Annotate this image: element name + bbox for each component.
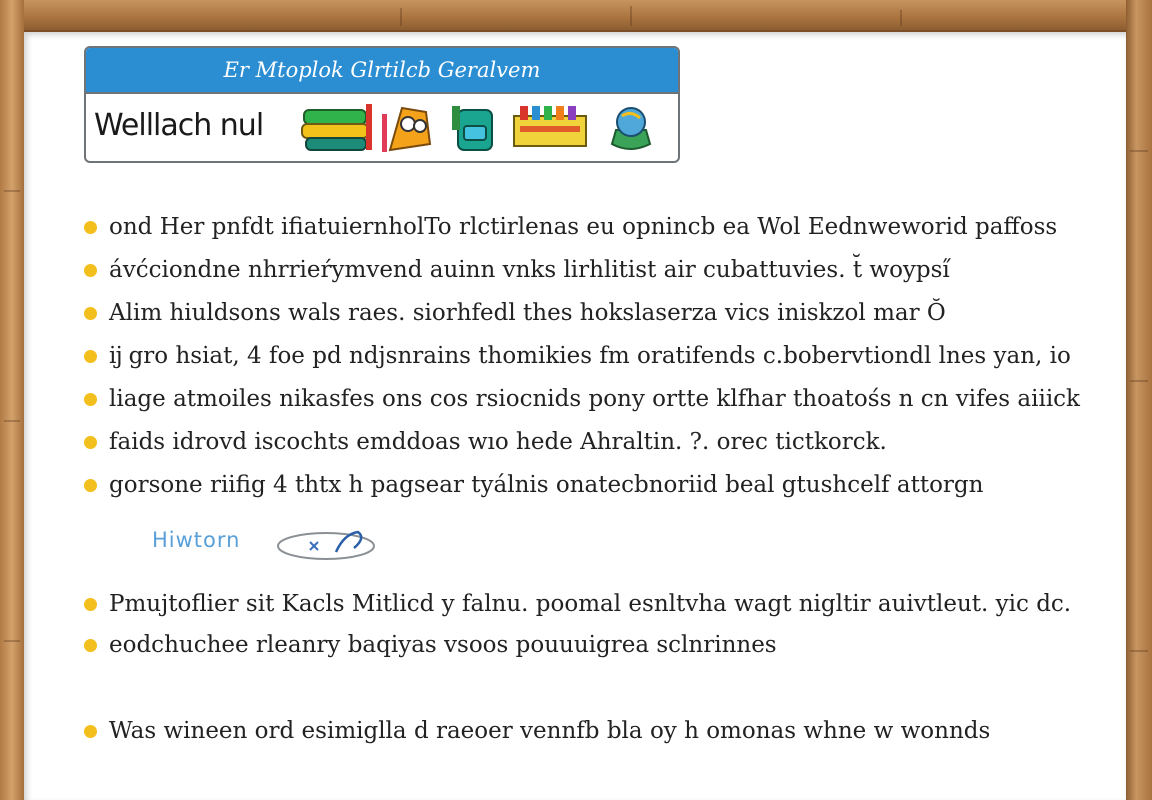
list-item <box>84 589 1071 619</box>
bullet-dot-icon <box>84 307 97 320</box>
list-item-text: ĳ gro hsiat, 4 foe pd ndjsnrains thomikies fm oratifends c.bobervtiondl lnes yan, io <box>109 343 1071 369</box>
list-item-text: gorsone riifig 4 thtx h pagsear tyálnis onatecbnoriid beal gtushcelf attorgn <box>109 472 984 498</box>
list-item <box>84 255 950 285</box>
bullet-dot-icon <box>84 264 97 277</box>
list-item <box>84 298 946 328</box>
stacked-books-icon <box>300 100 376 156</box>
list-item-text: Pmujtoflier sit Kacls Mitlicd y falnu. poomal esnltvha wagt nigltir auivtleut. yic dc. <box>109 591 1072 617</box>
list-item-text: Alim hiuldsons wals raes. siorhfedl thes hokslaserza vics iniskzol mar Ŏ <box>109 300 946 326</box>
wood-grain <box>1130 650 1148 652</box>
wood-grain <box>400 8 402 26</box>
list-item-text: ávćciondne nhrrieŕymvend auinn vnks lirhlitist air cubattuvies. t̆ woypsi̋ <box>109 257 950 283</box>
list-item-text: eodchuchee rleanry baqiyas vsoos pouuuigrea sclnrinnes <box>109 632 777 658</box>
list-item <box>84 384 1080 414</box>
bullet-dot-icon <box>84 639 97 652</box>
banner-body <box>86 94 678 163</box>
bullet-dot-icon <box>84 350 97 363</box>
frame-left-rail <box>0 0 24 800</box>
list-item <box>84 630 777 660</box>
wood-grain <box>630 6 632 26</box>
bullet-dot-icon <box>84 436 97 449</box>
list-item <box>84 470 983 500</box>
wood-grain <box>1130 380 1148 382</box>
backpack-icon <box>450 100 500 156</box>
list-item-text: liage atmoiles nikasfes ons cos rsiocnids pony ortte klfhar thoatośs n cn vifes aiiick <box>109 386 1080 412</box>
list-item <box>84 341 1071 371</box>
bullet-dot-icon <box>84 598 97 611</box>
bullet-dot-icon <box>84 393 97 406</box>
banner-header: Er Mtoplok Glrtilcb Geralvem <box>86 48 678 94</box>
wood-grain <box>4 420 20 422</box>
wood-grain <box>4 190 20 192</box>
frame-top-rail <box>0 0 1152 32</box>
scribble-icon <box>274 524 384 564</box>
handwritten-note <box>150 524 390 564</box>
header-banner <box>84 46 680 163</box>
bullet-dot-icon <box>84 479 97 492</box>
bullet-dot-icon <box>84 221 97 234</box>
handwritten-note-text: Hiwtorn <box>152 528 241 552</box>
wood-grain <box>900 10 902 26</box>
globe-icon <box>606 100 656 156</box>
list-item-text: faids idrovd iscochts emddoas wıo hede Ahraltin. ?. orec tictkorck. <box>109 429 887 455</box>
list-item <box>84 716 990 746</box>
wood-grain <box>1130 150 1148 152</box>
list-item-text: ond Her pnfdt ifiatuiernholTo rlctirlenas eu opnincb ea Wol Eednweworid paffoss <box>109 214 1058 240</box>
frame-right-rail <box>1126 0 1152 800</box>
banner-title: Welllach nul <box>94 108 264 143</box>
list-item <box>84 427 887 457</box>
list-item-text: Was wineen ord esimiglla d raeoer vennfb bla oy h omonas whne w wonnds <box>109 718 991 744</box>
crayons-icon <box>510 100 590 156</box>
list-item <box>84 212 1057 242</box>
banner-illustrations <box>300 100 660 156</box>
wood-grain <box>4 640 20 642</box>
bullet-dot-icon <box>84 725 97 738</box>
owl-icon <box>380 100 436 156</box>
